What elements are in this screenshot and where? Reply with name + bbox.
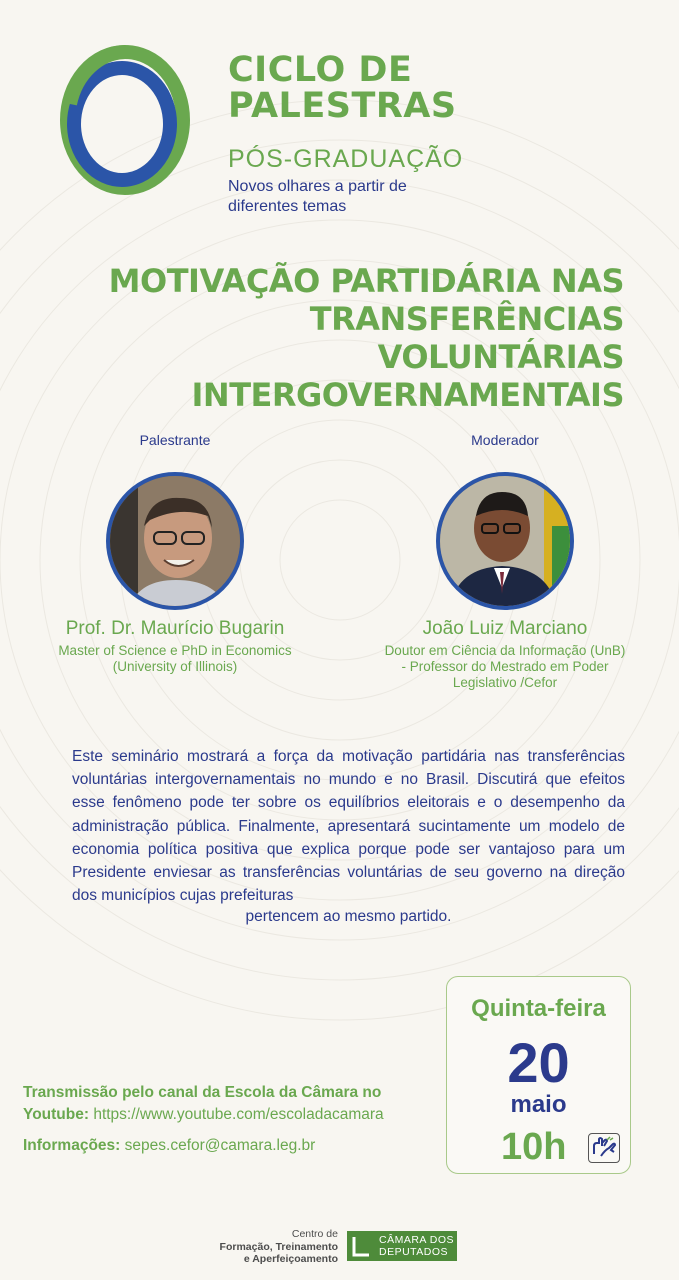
contact-info — [23, 1137, 315, 1155]
camara-mark-icon — [351, 1235, 371, 1257]
broadcast-label-line1: Transmissão pelo canal da Escola da Câmara no — [23, 1084, 382, 1101]
talk-title-line1: MOTIVAÇÃO PARTIDÁRIA NAS — [108, 262, 624, 300]
speaker-portrait-icon — [110, 476, 240, 606]
series-description: Novos olhares a partir de diferentes temas — [228, 178, 407, 215]
talk-title — [64, 262, 624, 414]
abstract-last-line: pertencem ao mesmo partido. — [245, 908, 452, 925]
event-day: 20 — [507, 1031, 570, 1094]
series-title — [228, 52, 457, 124]
cefor-line3: e Aperfeiçoamento — [243, 1253, 338, 1265]
info-email-link[interactable]: sepes.cefor@camara.leg.br — [124, 1137, 316, 1154]
cefor-line2: Formação, Treinamento — [219, 1240, 338, 1253]
sign-language-icon — [588, 1133, 620, 1163]
event-time: 10h — [501, 1126, 567, 1168]
broadcast-url-link[interactable]: https://www.youtube.com/escoladacamara — [93, 1106, 384, 1123]
ring-logo-icon — [60, 44, 190, 196]
series-subtitle: PÓS-GRADUAÇÃO — [228, 145, 464, 173]
talk-title-line3: INTERGOVERNAMENTAIS — [191, 376, 624, 414]
moderator-card — [370, 432, 640, 691]
moderator-portrait-icon — [440, 476, 570, 606]
speaker-credentials: Master of Science e PhD in Economics (University of Illinois) — [58, 643, 292, 674]
camara-line2: DEPUTADOS — [379, 1246, 449, 1258]
series-title-line1: CICLO DE — [228, 50, 413, 90]
cefor-line1: Centro de — [291, 1228, 338, 1240]
speaker-photo — [106, 472, 244, 610]
moderator-name: João Luiz Marciano — [422, 618, 588, 639]
moderator-credentials: Doutor em Ciência da Informação (UnB) - Professor do Mestrado em Poder Legislativo /Cefor — [384, 643, 626, 690]
event-weekday: Quinta-feira — [471, 995, 606, 1022]
camara-logo — [347, 1231, 457, 1261]
speaker-name: Prof. Dr. Maurício Bugarin — [65, 618, 285, 639]
series-title-line2: PALESTRAS — [228, 86, 457, 126]
date-box — [446, 976, 631, 1174]
abstract-text: Este seminário mostrará a força da motivação partidária nas transferências voluntárias intergovernamentais no mundo e no Brasil. Discutirá que efeitos esse fenômeno pode ter sobre os equilíbrios eleitorais e o desempenho da administração pública. Finalmente, apresentará sucintamente um modelo de economia política positiva que explica porque pode ser vantajoso para um Presidente enviesar as transferências voluntárias de seu governo na direção dos municípios cujas prefeituras — [72, 748, 625, 905]
broadcast-label-line2: Youtube: — [23, 1106, 90, 1123]
moderator-role: Moderador — [471, 432, 539, 448]
speaker-card — [40, 432, 310, 675]
speaker-role: Palestrante — [139, 432, 211, 448]
cefor-label — [200, 1228, 338, 1266]
event-month: maio — [510, 1091, 567, 1118]
broadcast-info — [23, 1082, 423, 1126]
info-label: Informações: — [23, 1137, 121, 1154]
camara-line1: CÂMARA DOS — [379, 1234, 455, 1246]
talk-title-line2: TRANSFERÊNCIAS VOLUNTÁRIAS — [309, 300, 624, 376]
moderator-photo — [436, 472, 574, 610]
